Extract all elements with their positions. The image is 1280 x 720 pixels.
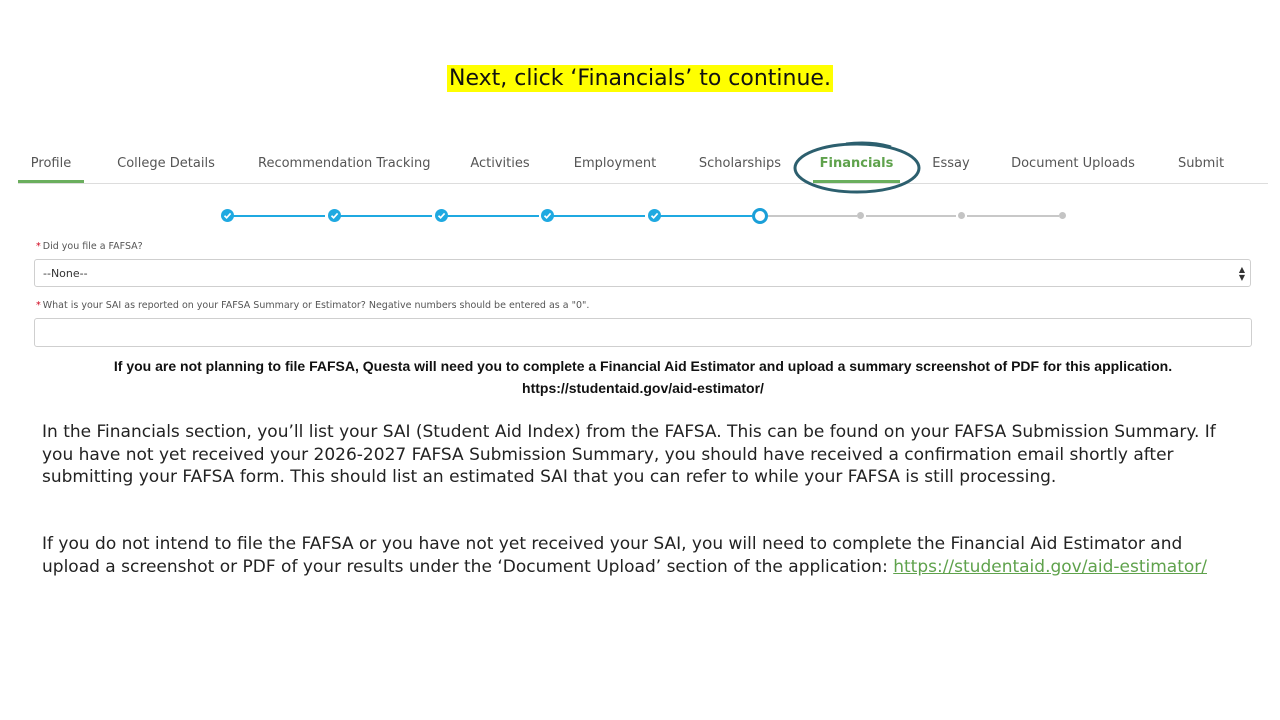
tab-label: Recommendation Tracking — [258, 156, 431, 171]
sai-question-label — [36, 300, 589, 311]
step-connector — [866, 215, 956, 217]
step-connector — [553, 215, 645, 217]
application-tabs — [18, 146, 1268, 184]
instructions-text: If you do not intend to file the FAFSA or you have not yet received your SAI, you will need to complete the Financial Aid Estimator and upload a screenshot or PDF of your results under the ‘Document Upload’ section of the application: — [42, 534, 1183, 577]
tab-submit[interactable] — [1175, 146, 1227, 182]
tab-underline — [18, 180, 84, 183]
step-connector — [447, 215, 539, 217]
tab-scholarships[interactable] — [698, 146, 782, 182]
step-complete-check-icon — [435, 209, 448, 222]
step-current-indicator — [752, 208, 768, 224]
tab-recommendation-tracking[interactable] — [258, 146, 431, 182]
tab-label: Submit — [1177, 156, 1225, 171]
tab-label: Profile — [30, 156, 72, 171]
estimator-instructions — [42, 533, 1242, 578]
tab-profile[interactable] — [18, 146, 84, 182]
label-text: What is your SAI as reported on your FAFSA Summary or Estimator? Negative numbers should be entered as a "0". — [42, 300, 590, 311]
required-asterisk: * — [36, 300, 41, 311]
headline-text: Next, click ‘Financials’ to continue. — [449, 66, 831, 91]
tab-financials[interactable] — [813, 146, 900, 182]
tab-label: Employment — [573, 156, 657, 171]
step-upcoming-dot — [1059, 212, 1066, 219]
step-complete-check-icon — [221, 209, 234, 222]
estimator-notice-url: https://studentaid.gov/aid-estimator/ — [522, 380, 764, 396]
step-upcoming-dot — [958, 212, 965, 219]
sai-input[interactable] — [34, 318, 1252, 347]
tab-employment[interactable] — [573, 146, 657, 182]
fafsa-filed-select[interactable] — [34, 259, 1251, 287]
tab-essay[interactable] — [930, 146, 972, 182]
tab-label: Activities — [470, 156, 530, 171]
step-complete-check-icon — [328, 209, 341, 222]
tab-label: Essay — [932, 156, 970, 171]
tab-activities[interactable] — [466, 146, 534, 182]
step-connector — [340, 215, 432, 217]
tab-underline — [813, 180, 900, 183]
step-connector — [767, 215, 857, 217]
required-asterisk: * — [36, 241, 41, 252]
step-connector — [660, 215, 752, 217]
select-value: --None-- — [43, 267, 88, 280]
tab-label: Financials — [819, 156, 894, 171]
tab-label: Document Uploads — [1011, 156, 1135, 171]
step-connector — [967, 215, 1059, 217]
fafsa-question-label — [36, 241, 143, 252]
tab-document-uploads[interactable] — [1011, 146, 1135, 182]
tab-college-details[interactable] — [116, 146, 216, 182]
estimator-notice: If you are not planning to file FAFSA, Questa will need you to complete a Financial Aid Estimator and upload a summary screenshot of PDF for this application. — [113, 358, 1173, 374]
progress-stepper — [0, 206, 1280, 226]
step-connector — [233, 215, 325, 217]
step-complete-check-icon — [648, 209, 661, 222]
tab-label: College Details — [117, 156, 215, 171]
estimator-link[interactable]: https://studentaid.gov/aid-estimator/ — [893, 556, 1207, 577]
label-text: Did you file a FAFSA? — [42, 241, 143, 252]
step-complete-check-icon — [541, 209, 554, 222]
instruction-headline — [0, 66, 1280, 91]
tab-label: Scholarships — [698, 156, 782, 171]
select-arrows-icon: ▲ ▼ — [1238, 265, 1245, 282]
step-upcoming-dot — [857, 212, 864, 219]
financials-explanation: In the Financials section, you’ll list your SAI (Student Aid Index) from the FAFSA. This can be found on your FAFSA Submission Summary. If you have not yet received your 2026-2027 FAFSA Submission Summary, you should have received a confirmation email shortly after submitting your FAFSA form. This should list an estimated SAI that you can refer to while your FAFSA is still processing. — [42, 422, 1216, 487]
